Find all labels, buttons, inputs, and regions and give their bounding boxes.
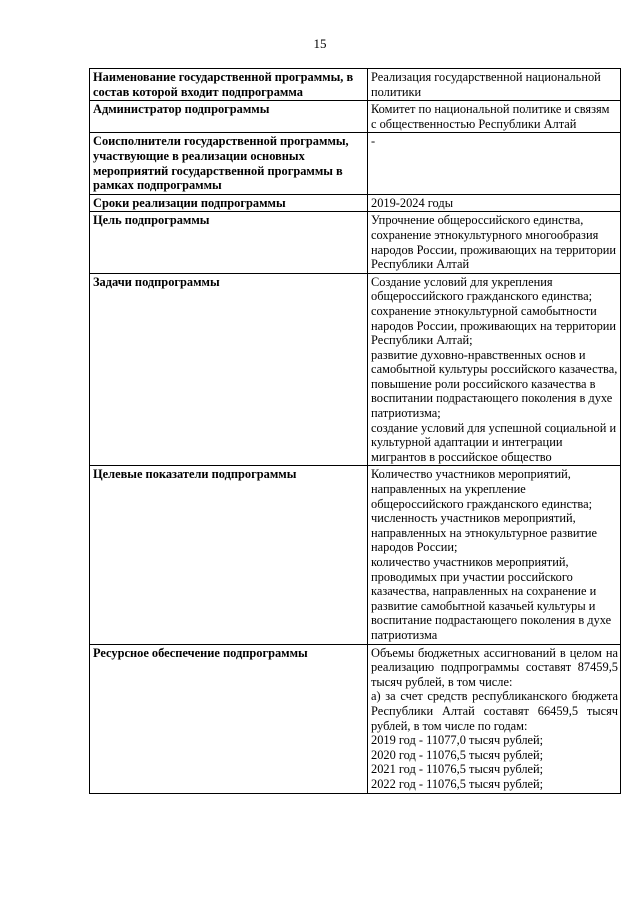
row-value-indicators [368,466,621,644]
value-line: Комитет по национальной политике и связям с общественностью Республики Алтай [371,102,610,131]
row-value-tasks [368,273,621,466]
value-line: 2021 год - 11076,5 тысяч рублей; [371,762,544,777]
row-label-administrator: Администратор подпрограммы [90,101,368,133]
row-value-resources [368,644,621,793]
row-label-goal: Цель подпрограммы [90,212,368,273]
value-line: Создание условий для укрепления общероссийского гражданского единства; [371,274,593,304]
value-line: - [371,134,376,149]
row-value-goal [368,212,621,273]
row-label-program-name: Наименование государственной программы, в состав которой входит подпрограмма [90,69,368,101]
table-row [90,133,621,194]
row-value-timeframe [368,194,621,212]
value-line: 2019 год - 11077,0 тысяч рублей; [371,733,544,748]
table-row [90,466,621,644]
value-line: Реализация государственной национальной политики [371,70,601,99]
row-label-tasks: Задачи подпрограммы [90,273,368,466]
row-value-co-executors [368,133,621,194]
page-number: 15 [313,36,327,51]
table-row [90,273,621,466]
table-row [90,69,621,101]
row-value-administrator [368,101,621,133]
value-line: сохранение этнокультурной самобытности народов России, проживающих на территории Республики Алтай; [371,303,617,348]
value-line: 2022 год - 11076,5 тысяч рублей; [371,776,544,791]
value-line: численность участников мероприятий, направленных на этнокультурное развитие народов России; [371,511,598,555]
value-line: Объемы бюджетных ассигнований в целом на реализацию подпрограммы составят 87459,5 тысяч рублей, в том числе: [371,645,618,689]
value-line: Количество участников мероприятий, направленных на укрепление общероссийского гражданского единства; [371,467,593,511]
row-value-program-name [368,69,621,101]
value-line: создание условий для успешной социальной и культурной адаптации и интеграции мигрантов в российское общество [371,420,617,464]
table-row [90,194,621,212]
value-line: развитие духовно-нравственных основ и самобытной культуры российского казачества, повышение роли российского казачества в воспитании подрастающего поколения в духе патриотизма; [371,347,618,421]
value-line: 2020 год - 11076,5 тысяч рублей; [371,747,544,762]
value-line: Упрочнение общероссийского единства, сохранение этнокультурного многообразия народов России, проживающих на территории Республики Алтай [371,213,617,272]
value-line: а) за счет средств республиканского бюджета Республики Алтай составят 66459,5 тысяч рублей, в том числе по годам: [371,689,618,733]
table-row [90,101,621,133]
table-row [90,644,621,793]
value-line: 2019-2024 годы [371,195,454,210]
row-label-indicators: Целевые показатели подпрограммы [90,466,368,644]
table-row [90,212,621,273]
value-line: количество участников мероприятий, проводимых при участии российского казачества, направленных на сохранение и развитие самобытной казачьей культуры и воспитание подрастающего поколения в духе патриотизма [371,555,612,642]
row-label-co-executors: Соисполнители государственной программы, участвующие в реализации основных мероприятий государственной программы в рамках подпрограммы [90,133,368,194]
row-label-resources: Ресурсное обеспечение подпрограммы [90,644,368,793]
subprogram-passport-table [89,68,621,794]
row-label-timeframe: Сроки реализации подпрограммы [90,194,368,212]
